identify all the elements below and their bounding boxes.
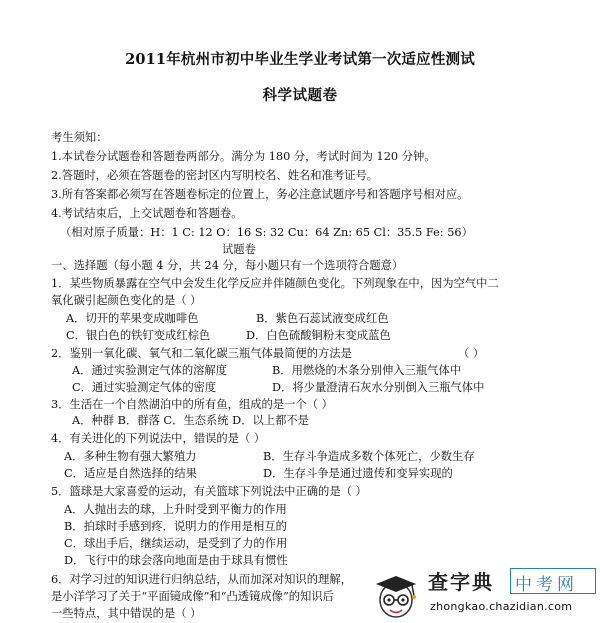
- q3-options: A．种群 B．群落 C．生态系统 D．以上都不是: [72, 414, 309, 427]
- q4-option-a: A．多种生物有强大繁殖力: [64, 450, 197, 463]
- notice-heading: 考生须知：: [51, 131, 108, 144]
- watermark-url: zhongkao.chazidian.com: [430, 600, 573, 613]
- q6-stem-line2: 是小洋学习了关于“平面镜成像”和“凸透镜成像”的知识后: [51, 590, 334, 603]
- q3-stem: 3．生活在一个自然湖泊中的所有鱼，组成的是一个（ ）: [51, 398, 333, 411]
- q4-option-d: D．生存斗争是通过遗传和变异实现的: [263, 467, 453, 480]
- q2-answer-paren: （ ）: [458, 347, 485, 360]
- q5-stem: 5．篮球是大家喜爱的运动，有关篮球下列说法中正确的是（ ）: [51, 485, 367, 498]
- mascot-logo-icon: [368, 570, 424, 620]
- q6-stem-line3: 一些特点，其中错误的是（ ）: [51, 607, 202, 620]
- watermark-tag: 中考网: [515, 575, 578, 595]
- atomic-mass-note: （相对原子质量：H：1 C: 12 O：16 S: 32 Cu：64 Zn: 65 Cl：35.5 Fe: 56）: [60, 226, 473, 239]
- notice-item-2: 2.答题时，必须在答题卷的密封区内写明校名、姓名和准考证号。: [51, 169, 379, 182]
- notice-item-4: 4.考试结束后，上交试题卷和答题卷。: [51, 207, 243, 220]
- q1-option-c: C．银白色的铁钉变成红棕色: [66, 329, 211, 342]
- q2-option-d: D．将少量澄清石灰水分别倒入三瓶气体中: [272, 381, 485, 394]
- watermark-tag-box: [510, 568, 596, 594]
- q5-option-b: B．拍球时手感到疼．说明力的作用是相互的: [64, 520, 287, 533]
- q5-option-d: D．飞行中的球会落向地面是由于球具有惯性: [64, 554, 288, 567]
- q2-option-c: C．通过实验测定气体的密度: [72, 381, 217, 394]
- section-one-heading: 一、选择题（每小题 4 分，共 24 分，每小题只有一个选项符合题意）: [51, 259, 404, 272]
- q1-option-b: B．紫色石蕊试液变成红色: [256, 312, 389, 325]
- q2-option-a: A．通过实验测定气体的溶解度: [72, 364, 228, 377]
- q4-option-c: C．适应是自然选择的结果: [64, 467, 197, 480]
- exam-subtitle: 科学试题卷: [262, 87, 338, 104]
- exam-title: 2011年杭州市初中毕业生学业考试第一次适应性测试: [125, 51, 475, 68]
- notice-item-3: 3.所有答案都必须写在答题卷标定的位置上，务必注意试题序号和答题序号相对应。: [51, 188, 469, 201]
- q5-option-c: C．球出手后，继续运动，是受到了力的作用: [64, 537, 288, 550]
- q4-option-b: B．生存斗争造成多数个体死亡，少数生存: [263, 450, 475, 463]
- section-label: 试题卷: [222, 243, 256, 256]
- watermark-brand: 查字典: [428, 570, 494, 594]
- q2-stem: 2．鉴别一氧化碳、氧气和二氧化碳三瓶气体最简便的方法是: [51, 347, 352, 360]
- q4-stem: 4．有关进化的下列说法中，错误的是（ ）: [51, 432, 266, 445]
- site-watermark: [362, 566, 600, 623]
- q5-option-a: A．人抛出去的球，上升时受到平衡力的作用: [64, 503, 287, 516]
- notice-item-1: 1.本试卷分试题卷和答题卷两部分。满分为 180 分，考试时间为 120 分钟。: [51, 150, 436, 163]
- q6-stem-line1: 6．对学习过的知识进行归纳总结，从而加深对知识的理解，: [51, 573, 352, 586]
- q2-option-b: B．用燃烧的木条分别伸入三瓶气体中: [272, 364, 462, 377]
- q1-option-a: A．切开的苹果变成咖啡色: [66, 312, 199, 325]
- q1-stem-line2: 氧化碳引起颜色变化的是（ ）: [51, 294, 202, 307]
- q1-option-d: D．白色硫酸铜粉末变成蓝色: [246, 329, 391, 342]
- q1-stem-line1: 1．某些物质暴露在空气中会发生化学反应并伴随颜色变化。下列现象在中，因为空气中二: [51, 277, 499, 290]
